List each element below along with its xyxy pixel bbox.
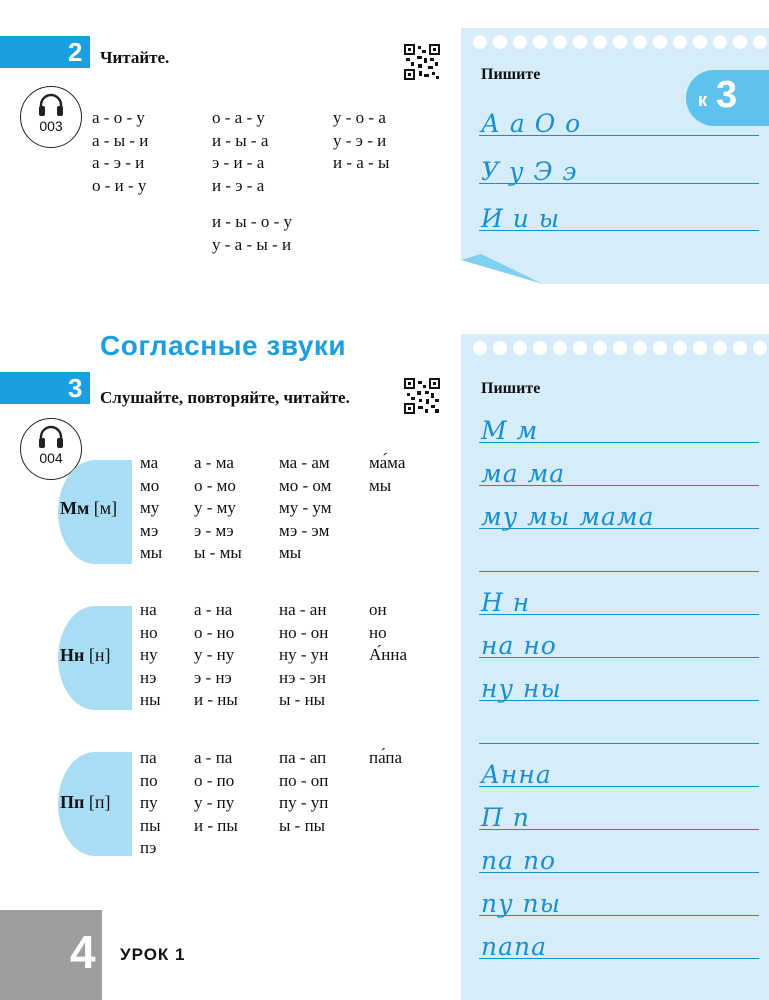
notebook-1 — [461, 28, 769, 284]
group-m-col-2: а - ма о - мо у - му э - мэ ы - мы — [194, 453, 242, 562]
cursive-line-12: пу пы — [481, 889, 562, 918]
group-n-col-1: на но ну нэ ны — [140, 600, 161, 709]
letter-n-label: Нн [н] — [60, 645, 111, 665]
headphones-icon — [38, 425, 64, 449]
letter-m-label: Мм [м] — [60, 498, 118, 518]
page-number: 4 — [70, 926, 96, 978]
group-n-col-3: на - ан но - он ну - ун нэ - эн ы - ны — [279, 600, 329, 709]
audio-track-003[interactable] — [20, 86, 82, 148]
cursive-line-9: Анна — [481, 760, 552, 789]
exercise-3-number: 3 — [68, 373, 83, 403]
audio-code: 003 — [39, 118, 63, 134]
exercise-2-number: 2 — [68, 37, 83, 67]
cursive-line-11: па по — [481, 846, 557, 875]
spiral-holes — [473, 35, 767, 49]
group-n-col-4: он но А́нна — [369, 600, 408, 664]
group-p-col-1: па по пу пы пэ — [140, 748, 161, 857]
cursive-line-3: му мы мама — [481, 502, 655, 531]
letter-p-label: Пп [п] — [60, 792, 111, 812]
cursive-line-10: П п — [481, 803, 530, 832]
cursive-line-7: ну ны — [481, 674, 562, 703]
notebook-1-title: Пишите — [481, 66, 541, 83]
group-n-col-2: а - на о - но у - ну э - нэ и - ны — [194, 600, 238, 709]
audio-code: 004 — [39, 450, 63, 466]
writing-line — [479, 571, 759, 572]
cursive-line-1: А а О о — [481, 109, 582, 138]
notebook-2-title: Пишите — [481, 380, 541, 397]
syllable-column-2: о - а - у и - ы - а э - и - а и - э - а и - ы - о - у у - а - ы - и — [212, 108, 293, 254]
group-p-col-2: а - па о - по у - пу и - пы — [194, 748, 238, 835]
writing-line — [479, 743, 759, 744]
cursive-line-13: папа — [481, 932, 548, 961]
syllable-column-3: у - о - а у - э - и и - а - ы — [333, 108, 390, 172]
cursive-line-1: М м — [481, 416, 539, 445]
page-curl — [461, 254, 551, 284]
exercise-2-title: Читайте. — [100, 48, 170, 67]
cursive-line-5: Н н — [481, 588, 531, 617]
cursive-line-2: У у Э э — [481, 157, 578, 186]
spiral-holes — [473, 341, 767, 355]
notebook-2 — [461, 334, 769, 1000]
headphones-icon — [38, 93, 64, 117]
group-p-col-3: па - ап по - оп пу - уп ы - пы — [279, 748, 329, 835]
section-title: Согласные звуки — [100, 330, 347, 361]
group-p-col-4: па́па — [369, 748, 403, 767]
lesson-label: УРОК 1 — [120, 945, 186, 964]
syllable-column-1: а - о - у а - ы - и а - э - и о - и - у — [92, 108, 149, 195]
cursive-line-3: И и ы — [481, 204, 561, 233]
group-m-col-4: ма́ма мы — [369, 453, 406, 495]
k3-badge: к 3 — [686, 70, 769, 126]
cursive-line-2: ма ма — [481, 459, 566, 488]
qr-code-icon[interactable] — [404, 378, 440, 414]
qr-code-icon[interactable] — [404, 44, 440, 80]
cursive-line-6: на но — [481, 631, 557, 660]
group-m-col-1: ма мо му мэ мы — [140, 453, 163, 562]
group-m-col-3: ма - ам мо - ом му - ум мэ - эм мы — [279, 453, 332, 562]
exercise-3-title: Слушайте, повторяйте, читайте. — [100, 388, 350, 407]
